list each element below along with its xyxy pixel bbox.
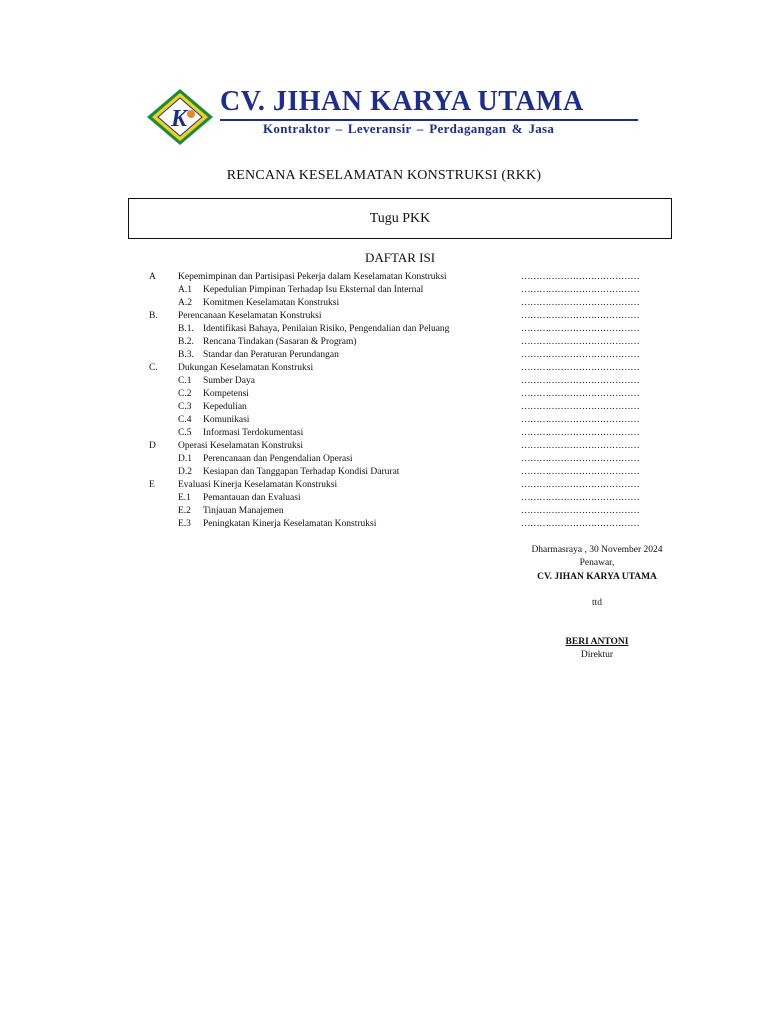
toc-label: Kesiapan dan Tanggapan Terhadap Kondisi Darurat (203, 467, 400, 477)
toc-heading: DAFTAR ISI (364, 250, 436, 265)
toc-code: D.2 (178, 467, 192, 477)
toc-page-dots: ………………………………… (521, 337, 640, 347)
toc-label: Kepemimpinan dan Partisipasi Pekerja dalam Keselamatan Konstruksi (178, 272, 447, 282)
toc-label: Kepedulian (203, 402, 247, 412)
toc-label: Komitmen Keselamatan Konstruksi (203, 298, 340, 308)
toc-label: Identifikasi Bahaya, Penilaian Risiko, Pengendalian dan Peluang (203, 324, 450, 334)
toc-row (0, 297, 768, 310)
toc-page-dots: ………………………………… (521, 454, 640, 464)
toc-code: C.2 (178, 389, 192, 399)
toc-code: E (149, 480, 155, 490)
toc-code: B.1. (178, 324, 194, 334)
project-name: Tugu PKK (369, 210, 431, 226)
toc-label: Standar dan Peraturan Perundangan (203, 350, 339, 360)
toc-label: Kompetensi (203, 389, 249, 399)
toc-label: Perencanaan Keselamatan Konstruksi (178, 311, 322, 321)
project-name-box (128, 198, 672, 239)
company-name: CV. JIHAN KARYA UTAMA (220, 86, 584, 117)
toc-page-dots: ………………………………… (521, 324, 640, 334)
toc-row (0, 375, 768, 388)
toc-row (0, 453, 768, 466)
toc-label: Komunikasi (203, 415, 250, 425)
toc-row (0, 362, 768, 375)
document-title: RENCANA KESELAMATAN KONSTRUKSI (RKK) (226, 168, 542, 183)
toc-row (0, 284, 768, 297)
toc-code: E.3 (178, 519, 191, 529)
toc-code: B.2. (178, 337, 194, 347)
toc-row (0, 518, 768, 531)
toc-label: Operasi Keselamatan Konstruksi (178, 441, 304, 451)
toc-page-dots: ………………………………… (521, 480, 640, 490)
toc-label: Sumber Daya (203, 376, 255, 386)
toc-row (0, 505, 768, 518)
toc-label: Perencanaan dan Pengendalian Operasi (203, 454, 353, 464)
toc-code: E.2 (178, 506, 191, 516)
toc-code: E.1 (178, 493, 191, 503)
toc-row (0, 336, 768, 349)
toc-code: A.1 (178, 285, 192, 295)
toc-page-dots: ………………………………… (521, 389, 640, 399)
toc-label: Evaluasi Kinerja Keselamatan Konstruksi (178, 480, 338, 490)
toc-code: C.3 (178, 402, 192, 412)
toc-row (0, 323, 768, 336)
toc-row (0, 388, 768, 401)
toc-row (0, 349, 768, 362)
toc-row (0, 479, 768, 492)
toc-label: Informasi Terdokumentasi (203, 428, 304, 438)
toc-row (0, 414, 768, 427)
toc-code: B.3. (178, 350, 194, 360)
signature-title: Direktur (580, 650, 614, 660)
toc-label: Pemantauan dan Evaluasi (203, 493, 301, 503)
toc-row (0, 440, 768, 453)
toc-row (0, 310, 768, 323)
toc-code: A.2 (178, 298, 192, 308)
toc-label: Peningkatan Kinerja Keselamatan Konstruksi (203, 519, 377, 529)
toc-row (0, 271, 768, 284)
toc-page-dots: ………………………………… (521, 350, 640, 360)
toc-row (0, 401, 768, 414)
company-logo-icon (146, 88, 214, 146)
toc-page-dots: ………………………………… (521, 402, 640, 412)
toc-code: C.1 (178, 376, 192, 386)
table-of-contents (0, 271, 768, 531)
toc-code: C.4 (178, 415, 192, 425)
toc-row (0, 427, 768, 440)
toc-code: D (149, 441, 156, 451)
toc-page-dots: ………………………………… (521, 415, 640, 425)
signature-role: Penawar, (579, 558, 615, 568)
toc-label: Rencana Tindakan (Sasaran & Program) (203, 337, 357, 347)
toc-page-dots: ………………………………… (521, 428, 640, 438)
toc-page-dots: ………………………………… (521, 285, 640, 295)
signature-company: CV. JIHAN KARYA UTAMA (537, 572, 657, 582)
toc-code: D.1 (178, 454, 192, 464)
toc-page-dots: ………………………………… (521, 376, 640, 386)
toc-page-dots: ………………………………… (521, 467, 640, 477)
toc-code: B. (149, 311, 158, 321)
toc-page-dots: ………………………………… (521, 363, 640, 373)
toc-page-dots: ………………………………… (521, 519, 640, 529)
toc-label: Tinjauan Manajemen (203, 506, 284, 516)
logo-letter: K (170, 106, 188, 132)
toc-page-dots: ………………………………… (521, 272, 640, 282)
toc-page-dots: ………………………………… (521, 506, 640, 516)
toc-label: Dukungan Keselamatan Konstruksi (178, 363, 314, 373)
signature-ttd: ttd (591, 598, 603, 608)
toc-code: A (149, 272, 156, 282)
signature-place-date: Dharmasraya , 30 November 2024 (531, 545, 663, 555)
signature-name: BERI ANTONI (565, 637, 629, 647)
toc-row (0, 466, 768, 479)
toc-page-dots: ………………………………… (521, 311, 640, 321)
toc-page-dots: ………………………………… (521, 441, 640, 451)
toc-page-dots: ………………………………… (521, 493, 640, 503)
toc-label: Kepedulian Pimpinan Terhadap Isu Eksternal dan Internal (203, 285, 424, 295)
toc-code: C.5 (178, 428, 192, 438)
toc-code: C. (149, 363, 158, 373)
toc-row (0, 492, 768, 505)
company-tagline: Kontraktor – Leveransir – Perdagangan & Jasa (263, 121, 555, 136)
toc-page-dots: ………………………………… (521, 298, 640, 308)
